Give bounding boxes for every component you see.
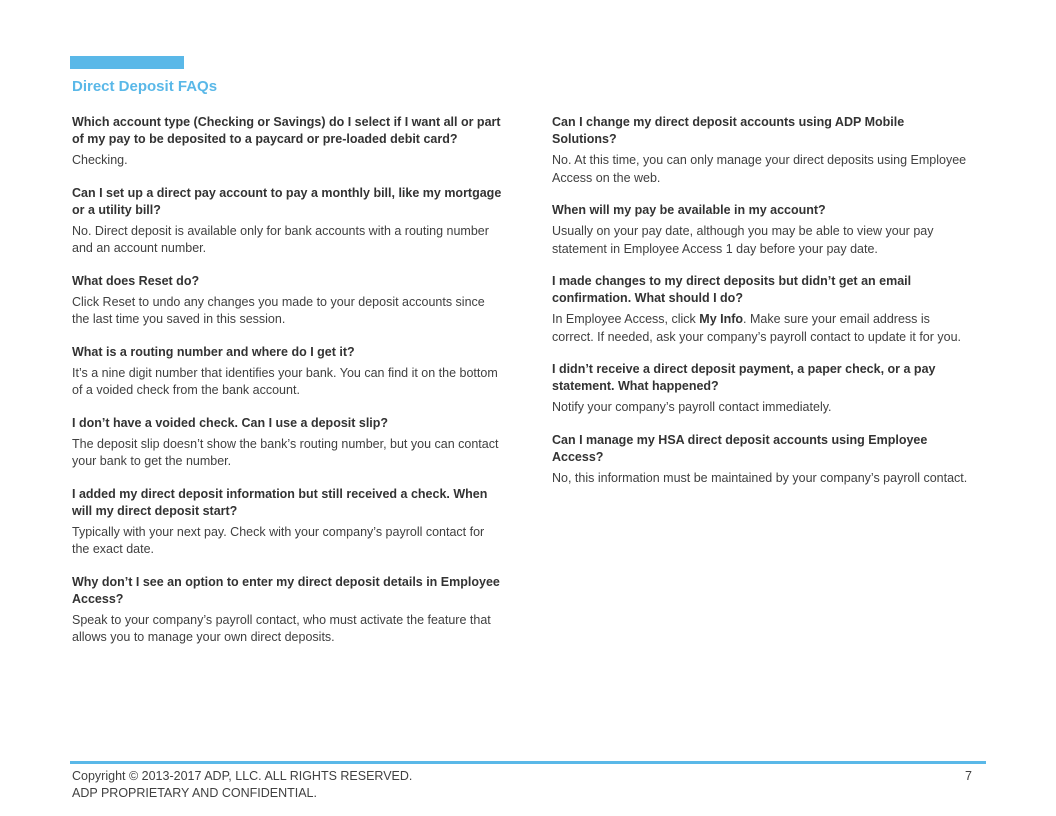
faq-question: Why don’t I see an option to enter my direct deposit details in Employee Access? [72,574,500,606]
my-info-emphasis: My Info [699,312,744,326]
faq-question: Can I manage my HSA direct deposit accounts using Employee Access? [552,432,928,464]
faq-answer [552,311,970,346]
faq-question: I didn’t receive a direct deposit payment, a paper check, or a pay statement. What happened? [552,362,936,393]
faq-answer: No. Direct deposit is available only for bank accounts with a routing number and an account number. [72,223,489,255]
faq-answer: No, this information must be maintained by your company’s payroll contact. [552,470,968,485]
page-number: 7 [965,769,972,783]
footer-divider [70,761,986,764]
faq-item [552,202,970,258]
faq-question: What is a routing number and where do I get it? [72,344,355,359]
faq-question: I made changes to my direct deposits but didn’t get an email confirmation. What should I do? [552,274,912,305]
faq-answer: It’s a nine digit number that identifies your bank. You can find it on the bottom of a voided check from the bank account. [72,365,498,397]
faq-question: Can I change my direct deposit accounts using ADP Mobile Solutions? [552,115,905,146]
faq-question: When will my pay be available in my account? [552,203,826,217]
faq-answer: Typically with your next pay. Check with your company’s payroll contact for the exact date. [72,524,485,556]
faq-answer: Notify your company’s payroll contact immediately. [552,400,832,414]
faq-item [72,486,502,559]
faq-right-column [552,114,970,502]
faq-item [72,185,502,258]
faq-answer: Checking. [72,153,128,167]
faq-question: I don’t have a voided check. Can I use a deposit slip? [72,415,389,430]
faq-question: Can I set up a direct pay account to pay a monthly bill, like my mortgage or a utility bill? [72,185,502,217]
faq-item [552,361,970,417]
faq-left-column [72,114,502,662]
faq-item [72,415,502,471]
faq-item [72,114,502,170]
header-accent-bar [70,56,184,69]
faq-answer-text: In Employee Access, click [552,312,700,326]
faq-answer-text: . Make sure your email address is correct. If needed, ask your company’s payroll contact to update it for you. [552,312,962,344]
faq-answer: The deposit slip doesn’t show the bank’s routing number, but you can contact your bank to get the number. [72,436,499,468]
faq-item [72,344,502,400]
footer-legal [72,768,412,802]
faq-item [552,432,970,488]
footer-confidential: ADP PROPRIETARY AND CONFIDENTIAL. [72,786,317,800]
faq-answer: Click Reset to undo any changes you made to your deposit accounts since the last time you saved in this session. [72,294,485,326]
faq-answer: No. At this time, you can only manage your direct deposits using Employee Access on the web. [552,153,967,185]
page-title: Direct Deposit FAQs [72,78,218,95]
faq-item [552,114,970,187]
faq-question: Which account type (Checking or Savings) do I select if I want all or part of my pay to be deposited to a paycard or pre-loaded debit card? [72,115,501,146]
faq-question: What does Reset do? [72,273,200,288]
footer-copyright: Copyright © 2013-2017 ADP, LLC. ALL RIGHTS RESERVED. [72,769,413,783]
faq-answer: Usually on your pay date, although you may be able to view your pay statement in Employee Access 1 day before your pay date. [552,224,934,256]
faq-item [72,273,502,329]
faq-item [552,273,970,346]
faq-item [72,574,502,647]
faq-question: I added my direct deposit information but still received a check. When will my direct deposit start? [72,486,488,518]
faq-answer: Speak to your company’s payroll contact, who must activate the feature that allows you to manage your own direct deposits. [72,612,491,644]
